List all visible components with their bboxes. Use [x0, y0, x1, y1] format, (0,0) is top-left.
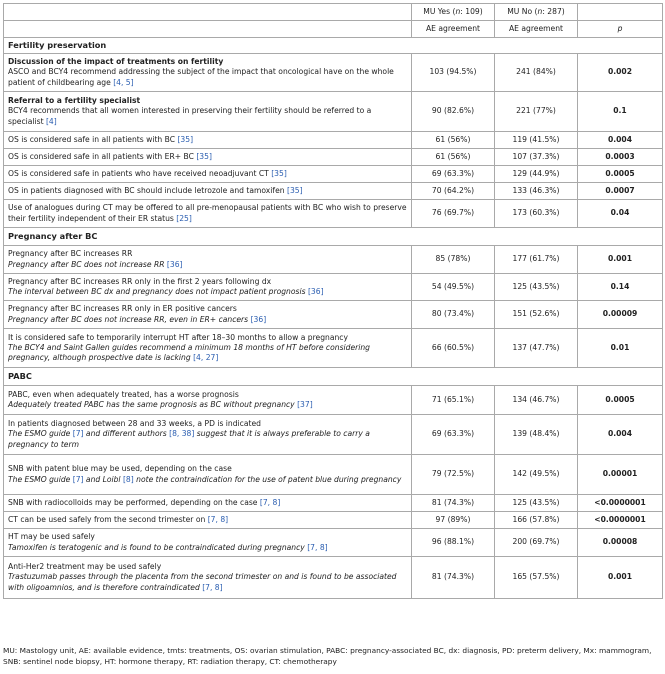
- table-row: [4, 301, 663, 329]
- section-row: [4, 368, 663, 386]
- mu-yes-value: 69 (63.3%): [412, 415, 495, 455]
- evidence-table: [3, 3, 663, 599]
- header-mu-yes: MU Yes (n: 109): [412, 4, 495, 21]
- p-value: 0.0003: [578, 149, 663, 166]
- reference-link[interactable]: [36]: [250, 314, 267, 324]
- table-row: [4, 386, 663, 415]
- p-value: 0.0005: [578, 386, 663, 415]
- table-row: [4, 166, 663, 183]
- mu-no-value: 129 (44.9%): [495, 166, 578, 183]
- subheader-row: [4, 21, 663, 38]
- row-description: SNB with radiocolloids may be performed, depending on the case [7, 8]: [4, 495, 412, 512]
- row-description: In patients diagnosed between 28 and 33 weeks, a PD is indicated The ESMO guide [7] and different authors [8, 38] suggest that it is always preferable to carry a pregnancy to term: [4, 415, 412, 455]
- mu-no-value: 166 (57.8%): [495, 512, 578, 529]
- row-description: Anti-Her2 treatment may be used safely Trastuzumab passes through the placenta from the second trimester on and is found to be associated with oligoamnios, and is therefore contraindicated [7, 8]: [4, 557, 412, 599]
- table-footnote: MU: Mastology unit, AE: available evidence, tmts: treatments, OS: ovarian stimulation, PABC: pregnancy-associated BC, dx: diagnosis, PD: preterm delivery, Mx: mammogram, SNB: sentinel node biopsy, HT: hormone therapy, RT: radiation therapy, CT: chemotherapy: [3, 646, 652, 666]
- mu-yes-value: 90 (82.6%): [412, 92, 495, 132]
- p-value: 0.01: [578, 329, 663, 368]
- reference-link[interactable]: [8, 38]: [169, 429, 195, 439]
- reference-link[interactable]: [35]: [196, 151, 212, 161]
- mu-yes-value: 69 (63.3%): [412, 166, 495, 183]
- reference-link[interactable]: [7, 8]: [202, 582, 223, 592]
- header-ae-agreement-yes: AE agreement: [412, 21, 495, 38]
- section-row: [4, 38, 663, 54]
- mu-yes-value: 70 (64.2%): [412, 183, 495, 200]
- reference-link[interactable]: [37]: [297, 400, 313, 409]
- subheader-empty-cell: [4, 21, 412, 38]
- row-description: PABC, even when adequately treated, has a worse prognosis Adequately treated PABC has the same prognosis as BC without pregnancy [37]: [4, 386, 412, 415]
- mu-no-value: 139 (48.4%): [495, 415, 578, 455]
- row-description: It is considered safe to temporarily interrupt HT after 18–30 months to allow a pregnancy The BCY4 and Saint Gallen guides recommend a minimum 18 months of HT before considering pregnancy, although prospective date is lacking [4, 27]: [4, 329, 412, 368]
- header-empty-cell: [578, 4, 663, 21]
- p-value: <0.0000001: [578, 512, 663, 529]
- mu-no-value: 133 (46.3%): [495, 183, 578, 200]
- header-mu-no: MU No (n: 287): [495, 4, 578, 21]
- reference-link[interactable]: [7]: [72, 429, 84, 439]
- reference-link[interactable]: [36]: [166, 259, 183, 269]
- reference-link[interactable]: [4, 5]: [113, 77, 134, 87]
- mu-no-value: 125 (43.5%): [495, 495, 578, 512]
- table-row: [4, 132, 663, 149]
- row-description: Discussion of the impact of treatments on fertility ASCO and BCY4 recommend addressing the subject of the impact that oncological have on the whole patient of childbearing age [4, 5]: [4, 54, 412, 92]
- reference-link[interactable]: [7]: [72, 474, 84, 484]
- p-value: 0.002: [578, 54, 663, 92]
- table-row: [4, 495, 663, 512]
- p-value: 0.00009: [578, 301, 663, 329]
- mu-no-value: 151 (52.6%): [495, 301, 578, 329]
- row-description: Pregnancy after BC increases RR only in ER positive cancers Pregnancy after BC does not increase RR, even in ER+ cancers [36]: [4, 301, 412, 329]
- reference-link[interactable]: [25]: [176, 213, 192, 223]
- table-row: [4, 455, 663, 495]
- p-value: 0.00001: [578, 455, 663, 495]
- mu-yes-value: 61 (56%): [412, 132, 495, 149]
- reference-link[interactable]: [4, 27]: [193, 353, 219, 363]
- table-row: [4, 54, 663, 92]
- p-value: 0.1: [578, 92, 663, 132]
- mu-no-value: 165 (57.5%): [495, 557, 578, 599]
- mu-no-value: 221 (77%): [495, 92, 578, 132]
- section-pabc: PABC: [4, 368, 663, 386]
- mu-no-value: 119 (41.5%): [495, 132, 578, 149]
- row-title: Discussion of the impact of treatments on fertility: [8, 57, 224, 67]
- row-description: CT can be used safely from the second trimester on [7, 8]: [4, 512, 412, 529]
- table-row: [4, 512, 663, 529]
- row-description: OS is considered safe in patients who have received neoadjuvant CT [35]: [4, 166, 412, 183]
- header-p: p: [578, 21, 663, 38]
- header-row: [4, 4, 663, 21]
- mu-no-value: 142 (49.5%): [495, 455, 578, 495]
- mu-no-value: 200 (69.7%): [495, 529, 578, 557]
- mu-yes-value: 81 (74.3%): [412, 557, 495, 599]
- mu-no-value: 107 (37.3%): [495, 149, 578, 166]
- reference-link[interactable]: [35]: [271, 168, 287, 178]
- header-empty-cell: [4, 4, 412, 21]
- row-description: OS is considered safe in all patients with BC [35]: [4, 132, 412, 149]
- mu-yes-value: 76 (69.7%): [412, 200, 495, 228]
- row-description: Pregnancy after BC increases RR only in the first 2 years following dx The interval between BC dx and pregnancy does not impact patient prognosis [36]: [4, 274, 412, 301]
- p-value: 0.0007: [578, 183, 663, 200]
- section-row: [4, 228, 663, 246]
- mu-yes-value: 71 (65.1%): [412, 386, 495, 415]
- p-value: 0.04: [578, 200, 663, 228]
- mu-no-value: 125 (43.5%): [495, 274, 578, 301]
- mu-no-value: 241 (84%): [495, 54, 578, 92]
- mu-no-value: 137 (47.7%): [495, 329, 578, 368]
- mu-yes-value: 85 (78%): [412, 246, 495, 274]
- table-row: [4, 183, 663, 200]
- p-value: 0.001: [578, 557, 663, 599]
- table-row: [4, 200, 663, 228]
- p-value: 0.004: [578, 415, 663, 455]
- table-row: [4, 529, 663, 557]
- mu-yes-value: 79 (72.5%): [412, 455, 495, 495]
- mu-yes-value: 97 (89%): [412, 512, 495, 529]
- mu-yes-value: 80 (73.4%): [412, 301, 495, 329]
- mu-yes-value: 54 (49.5%): [412, 274, 495, 301]
- table-row: [4, 557, 663, 599]
- row-description: Pregnancy after BC increases RR Pregnancy after BC does not increase RR [36]: [4, 246, 412, 274]
- mu-no-value: 134 (46.7%): [495, 386, 578, 415]
- mu-yes-value: 96 (88.1%): [412, 529, 495, 557]
- table-row: [4, 415, 663, 455]
- p-value: 0.00008: [578, 529, 663, 557]
- p-value: 0.004: [578, 132, 663, 149]
- mu-yes-value: 66 (60.5%): [412, 329, 495, 368]
- p-value: 0.0005: [578, 166, 663, 183]
- reference-link[interactable]: [35]: [287, 185, 303, 195]
- row-description: OS in patients diagnosed with BC should include letrozole and tamoxifen [35]: [4, 183, 412, 200]
- reference-link[interactable]: [7, 8]: [307, 542, 328, 552]
- mu-no-value: 177 (61.7%): [495, 246, 578, 274]
- p-value: 0.14: [578, 274, 663, 301]
- mu-no-value: 173 (60.3%): [495, 200, 578, 228]
- table-row: [4, 246, 663, 274]
- reference-link[interactable]: [8]: [122, 474, 134, 484]
- table-row: [4, 149, 663, 166]
- table-row: [4, 329, 663, 368]
- row-description: OS is considered safe in all patients with ER+ BC [35]: [4, 149, 412, 166]
- mu-yes-value: 61 (56%): [412, 149, 495, 166]
- mu-yes-value: 81 (74.3%): [412, 495, 495, 512]
- table-row: [4, 274, 663, 301]
- reference-link[interactable]: [36]: [307, 287, 324, 296]
- p-value: <0.0000001: [578, 495, 663, 512]
- row-description: Use of analogues during CT may be offered to all pre-menopausal patients with BC who wish to preserve their fertility independent of their ER status [25]: [4, 200, 412, 228]
- section-fertility: Fertility preservation: [4, 38, 663, 54]
- p-value: 0.001: [578, 246, 663, 274]
- row-description: HT may be used safely Tamoxifen is teratogenic and is found to be contraindicated during pregnancy [7, 8]: [4, 529, 412, 557]
- reference-link[interactable]: [35]: [177, 134, 194, 144]
- section-pregnancy: Pregnancy after BC: [4, 228, 663, 246]
- row-description: SNB with patent blue may be used, depending on the case The ESMO guide [7] and Loibl [8] note the contraindication for the use of patent blue during pregnancy: [4, 455, 412, 495]
- mu-yes-value: 103 (94.5%): [412, 54, 495, 92]
- row-title: Referral to a fertility specialist: [8, 96, 141, 106]
- table-row: [4, 92, 663, 132]
- reference-link[interactable]: [7, 8]: [207, 514, 229, 524]
- header-ae-agreement-no: AE agreement: [495, 21, 578, 38]
- reference-link[interactable]: [7, 8]: [259, 497, 281, 507]
- reference-link[interactable]: [4]: [45, 116, 57, 126]
- row-description: Referral to a fertility specialist BCY4 recommends that all women interested in preserving their fertility should be referred to a specialist [4]: [4, 92, 412, 132]
